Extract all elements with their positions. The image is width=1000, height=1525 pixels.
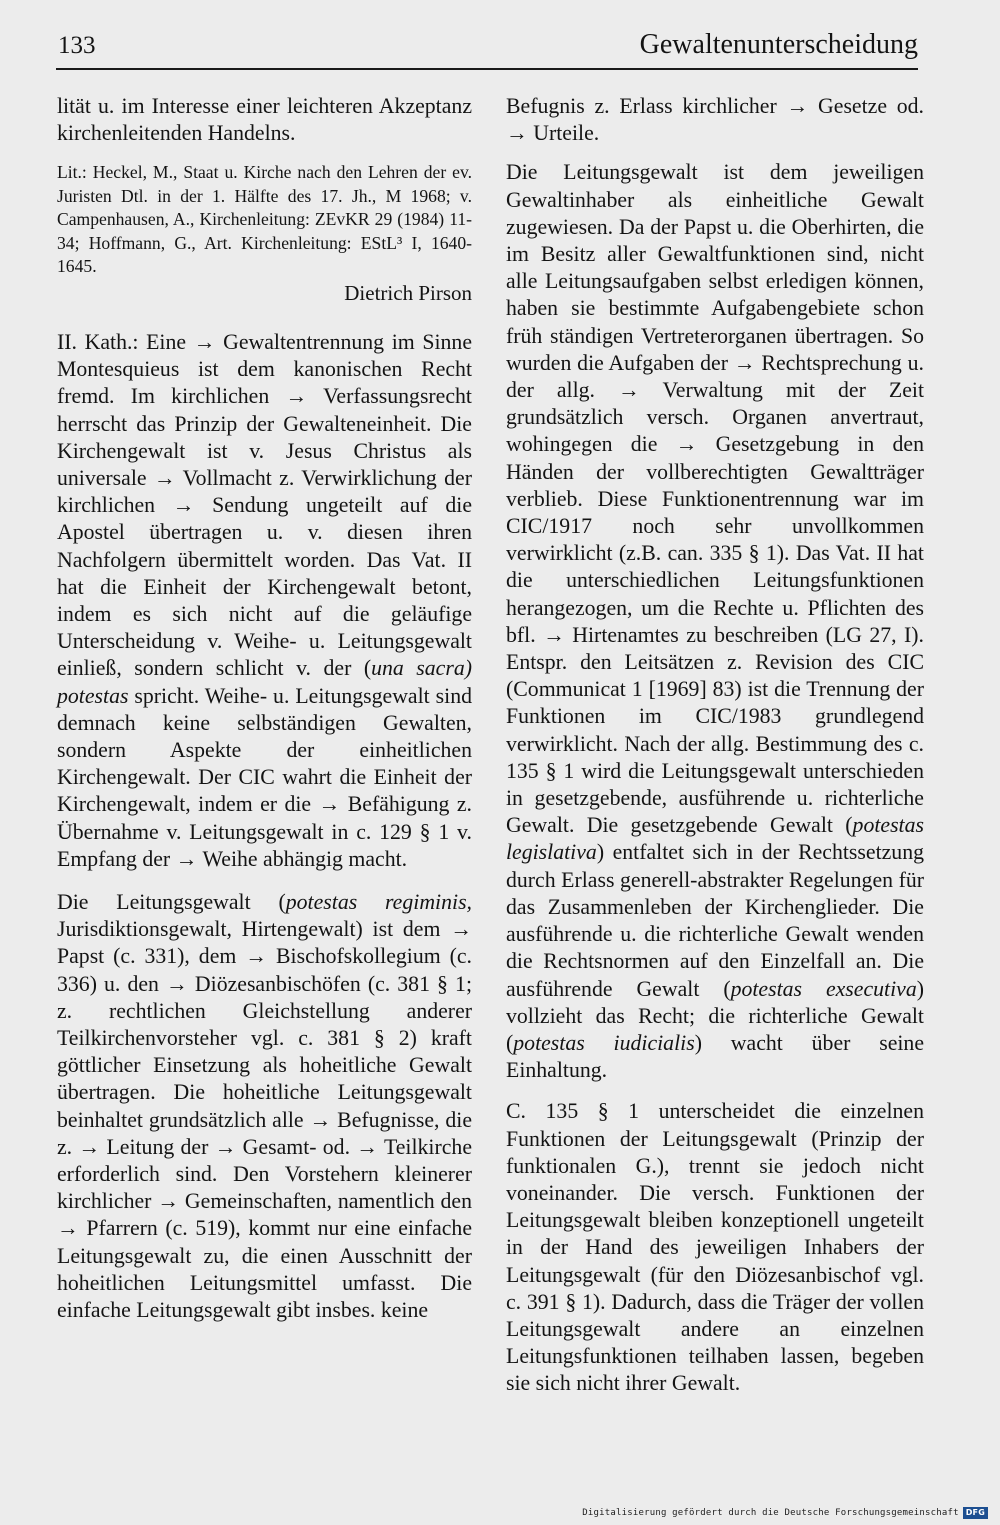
- italic-term: una sacra) potestas: [57, 656, 473, 708]
- text-run: ) vollzieht das Recht; die richterliche Gewalt (: [506, 976, 924, 1055]
- text-run: ) wacht über seine Einhaltung.: [506, 1030, 925, 1083]
- literature-list: Lit.: Heckel, M., Staat u. Kirche nach den Lehren der ev. Juristen Dtl. in der 1. Hälfte des 17. Jh., M 1968; v. Campenhausen, A., Kirchenleitung: ZEvKR 29 (1984) 11-34; Hoffmann, G., Art. Kirchenleitung: EStL³ I, 1640-1645.: [57, 162, 472, 277]
- leitungsgewalt-paragraph: [57, 889, 472, 1324]
- author-name: Dietrich Pirson: [344, 280, 472, 305]
- section-ii-paragraph: [57, 329, 472, 873]
- text-run: Die Leitungsgewalt ist dem jeweiligen Gewaltinhaber als einheitliche Gewalt zugewiesen. Da der Papst u. die Oberhirten, die im Besitz aller Gewaltfunktionen sind, nicht alle Leitungsaufgaben selbst erledigen können, haben sie bestimmte Aufgabengebiete schon früh ständigen Vertreterorganen übertragen. So wurden die Aufgaben der → Rechtsprechung u. der allg. → Verwaltung mit der Zeit grundsätzlich versch. Organen anvertraut, wohingegen die → Gesetzgebung in den Händen der vollberechtigten Gewaltträger verblieb. Diese Funktionentrennung war im CIC/1917 noch sehr unvollkommen verwirklicht (z.B. can. 335 § 1). Das Vat. II hat die unterschiedlichen Leitungsfunktionen herangezogen, um die Rechte u. Pflichten des bfl. → Hirtenamtes zu beschreiben (LG 27, I). Entspr. den Leitsätzen z. Revision des CIC (Communicat 1 [1969] 83) ist die Trennung der Funktionen im CIC/1983 grundlegend verwirklicht. Nach der allg. Bestimmung des c. 135 § 1 wird die Leitungsgewalt unterschieden in gesetzgebende, ausführende u. richterliche Gewalt. Die gesetzgebende Gewalt (: [506, 160, 924, 838]
- continuation-paragraph: Befugnis z. Erlass kirchlicher → Gesetze od. → Urteile.: [506, 94, 924, 146]
- intro-paragraph: lität u. im Interesse einer leichteren Akzeptanz kirchenleitenden Handelns.: [57, 94, 472, 146]
- text-run: spricht. Weihe- u. Leitungsgewalt sind demnach keine selbständigen Gewalten, sondern Aspekte der einheitlichen Kirchengewalt. Der CIC wahrt die Einheit der Kirchengewalt, indem er die → Befähigung z. Übernahme v. Leitungsgewalt in c. 129 § 1 v. Empfang der → Weihe abhängig macht.: [57, 683, 472, 871]
- digitization-footer: [582, 1507, 988, 1519]
- running-title: Gewaltenunterscheidung: [639, 29, 918, 60]
- text-run: II. Kath.: Eine → Gewaltentrennung im Sinne Montesquieus ist dem kanonischen Recht fremd. Im kirchlichen → Verfassungsrecht herrscht das Prinzip der Gewalteneinheit. Die Kirchengewalt ist v. Jesus Christus als universale → Vollmacht z. Verwirklichung der kirchlichen → Sendung ungeteilt auf die Apostel übertragen u. v. diesen ihren Nachfolgern übermittelt worden. Das Vat. II hat die Einheit der Kirchengewalt betont, indem es sich nicht auf die geläufige Unterscheidung v. Weihe- u. Leitungsgewalt einließ, sondern schlicht v. der (: [57, 329, 472, 681]
- page-number: 133: [58, 32, 96, 59]
- right-column: [506, 93, 924, 1398]
- footer-text: Digitalisierung gefördert durch die Deutsche Forschungsgemeinschaft: [582, 1508, 959, 1518]
- dfg-logo-icon: DFG: [963, 1507, 988, 1519]
- functions-paragraph: [506, 159, 924, 1084]
- text-run: ) entfaltet sich in der Rechtssetzung durch Erlass generell-abstrakter Regelungen für das Zusammenleben der Kirchenglieder. Die ausführende u. die richterliche Gewalt wenden die Rechtsnormen auf den Einzelfall an. Die ausführende Gewalt (: [506, 840, 924, 1001]
- italic-term: potestas exsecutiva: [730, 976, 917, 1001]
- italic-term: potestas iudicialis: [513, 1030, 695, 1055]
- italic-term: potestas legislativa: [506, 813, 924, 865]
- text-run: Die Leitungsgewalt (: [57, 889, 286, 914]
- text-run: Jurisdiktionsgewalt, Hirtengewalt) ist dem → Papst (c. 331), dem → Bischofskollegium (c. 336) u. den → Diözesanbischöfen (c. 381 § 1; z. rechtlichen Gleichstellung anderer Teilkirchenvorsteher vgl. c. 381 § 2) kraft göttlicher Einsetzung als hoheitliche Gewalt übertragen. Die hoheitliche Leitungsgewalt beinhaltet grundsätzlich alle → Befugnisse, die z. → Leitung der → Gesamt- od. → Teilkirche erforderlich sind. Den Vorstehern kleinerer kirchlicher → Gemeinschaften, namentlich den → Pfarrern (c. 519), kommt nur eine einfache Leitungsgewalt zu, die einen Ausschnitt der hoheitlichen Leitungsmittel umfasst. Die einfache Leitungsgewalt gibt insbes. keine: [57, 917, 472, 1323]
- italic-term: potestas regiminis,: [285, 889, 472, 914]
- c135-paragraph: C. 135 § 1 unterscheidet die einzelnen Funktionen der Leitungsgewalt (Prinzip der funktionalen G.), trennt sie jedoch nicht voneinander. Die versch. Funktionen der Leitungsgewalt bleiben konzeptionell ungeteilt in der Hand des jeweiligen Inhabers der Leitungsgewalt (für den Diözesanbischof vgl. c. 391 § 1). Dadurch, dass die Träger der vollen Leitungsgewalt andere an einzelnen Leitungsfunktionen teilhaben lassen, begeben sie sich nicht ihrer Gewalt.: [506, 1099, 924, 1396]
- left-column: [57, 93, 472, 1324]
- header-rule: [56, 68, 918, 70]
